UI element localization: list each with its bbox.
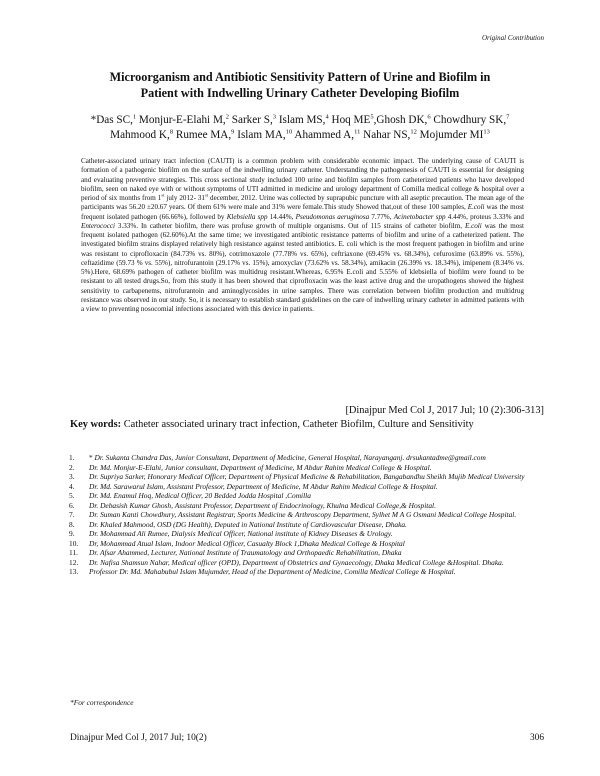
- list-item: [66, 529, 552, 539]
- title-line: Microorganism and Antibiotic Sensitivity Pattern of Urine and Biofilm in: [109, 70, 491, 84]
- author: Islam MS,: [278, 114, 326, 126]
- list-item: [66, 520, 552, 530]
- author: ,Ghosh DK,: [373, 114, 428, 126]
- author-sup: 2: [225, 113, 229, 121]
- author-sup: 9: [231, 127, 235, 135]
- author-sup: 11: [354, 127, 361, 135]
- list-item: [66, 539, 552, 549]
- author-sup: 7: [506, 113, 510, 121]
- list-item: [66, 567, 552, 577]
- abstract: [81, 157, 524, 315]
- abstract-sup: st: [161, 192, 165, 198]
- affil-text: Professor Dr. Md. Mahabubul Islam Mujumder, Head of the Department of Medicine, Comilla Medical College & Hospital.: [89, 567, 456, 576]
- abstract-text: 14.44%,: [267, 212, 296, 221]
- article-title: [70, 70, 530, 101]
- affil-text: Dr. Nafisa Shamsun Nahar, Medical officer (OPD), Department of Obstetrics and Gynaecology, Dhaka Medical College &Hospital. Dhaka.: [89, 557, 504, 567]
- organism-name: Pseudomonas aeruginosa: [295, 212, 370, 221]
- abstract-text: december, 2012. Urine was collected by suprapubic puncture with all aseptic precaution. The mean age of the participants was 56.20 ±20.67 years. Of them 61% were male and 31% were female.This study Showed that,out of these 100 samples,: [81, 194, 525, 212]
- author: Sarker S,: [231, 114, 273, 126]
- author: Mojumder MI: [419, 128, 484, 141]
- abstract-text: july 2012- 31: [164, 194, 205, 203]
- organism-name: Acinetobacter spp: [393, 212, 446, 221]
- list-item: [66, 548, 552, 558]
- affil-text: Dr. Suman Kanti Chowdhury, Assistant Registrar, Sports Medicine & Arthroscopy Department, Sylhet M A G Osmani Medical College Hospital.: [89, 510, 517, 519]
- list-item: [66, 501, 552, 511]
- author-sup: 6: [427, 113, 431, 121]
- affil-text: Dr. Md. Sarawarul Islam, Assistant Professor, Department of Medicine, M Abdur Rahim Medical College & Hospital.: [89, 481, 438, 491]
- author: Hoq ME: [331, 114, 371, 126]
- author-list: [70, 113, 530, 142]
- list-item: [66, 453, 552, 463]
- author-sup: 5: [370, 113, 374, 121]
- keywords: [70, 419, 550, 430]
- affil-text: Dr, Mohammad Atual Islam, Indoor Medical Officer, Casualty Block 1,Dhaka Medical College & Hospital: [89, 538, 405, 548]
- affil-star: *: [89, 453, 95, 462]
- author: Nahar NS,: [363, 128, 411, 141]
- author-sup: 10: [285, 127, 293, 135]
- section-label: Original Contribution: [481, 34, 544, 42]
- abstract-text: was the most frequent isolated pathogen (62.60%).At the same time; we investigated antibiotic resistance patterns of biofilm and urine of a catheterized patient. The investigated biofilm strains displayed relatively high resistance against tested antibiotics. E. coli which is the most frequent pathogen in biofilm and urine was resistant to ciprofloxacin (84.73% vs. 80%), cotrimoxazole (77.78% vs. 65%), ceftriaxone (69.45% vs. 68.34%), cefuroxime (63.89% vs. 55%), ceftazidime (59.73 % vs. 55%), nitrofurantoin (29.17% vs. 15%), amoxyclav (73.62% vs. 58.34%), amikacin (26.39% vs. 18.34%), imipenem (8.34% vs. 5%).Here, 68.69% pathogen of catheter biofilm was multidrug resistant.Whereas, 6.95% E.coli and 5.55% of klebsiella of biofilm were found to be resistant to all tested drugs.So, from this study it has been showed that ciprofloxacin was the least active drug and the uropathogens showed the highest sensitivity to carbapenems, nitrofurantoin and aminoglycosides in urine samples. There was correlation between biofilm production and multidrug resistance was observed in our study. So, it is necessary to establish standard guidelines on the care of indwelling urinary catheter in admitted patients with a view to preventing nosocomial infections associated with this device in patients.: [81, 221, 524, 314]
- author-sup: 1: [132, 113, 137, 121]
- affil-number: 5.: [69, 491, 75, 500]
- abstract-text: was the most frequent isolated pathogen (66.66%), followed by: [81, 203, 524, 221]
- author: Mahmood K,: [110, 128, 170, 141]
- affil-text: Dr. Afsar Ahammed, Lecturer, National Institute of Traumatology and Orthopaedic Rehabilitation, Dhaka: [89, 548, 402, 557]
- title-line: Patient with Indwelling Urinary Catheter Developing Biofilm: [140, 85, 460, 100]
- abstract-text: 7.77%,: [369, 212, 394, 221]
- affil-number: 13.: [69, 567, 79, 576]
- affil-number: 9.: [69, 529, 75, 538]
- affil-text: Dr. Debasish Kumar Ghosh, Assistant Professor, Department of Endocrinology, Khulna Medical College,& Hospital.: [89, 500, 436, 510]
- author: Islam MA,: [237, 128, 286, 141]
- affil-number: 8.: [69, 519, 75, 529]
- list-item: [66, 558, 552, 568]
- keywords-text: Catheter associated urinary tract infection, Catheter Biofilm, Culture and Sensitivity: [121, 419, 474, 430]
- author-sup: 13: [483, 127, 490, 135]
- author: *Das SC,: [90, 114, 133, 126]
- affil-text: Dr. Mohammad Ali Rumee, Dialysis Medical Officer, National institute of Kidney Diseases & Urology.: [89, 529, 393, 538]
- author-sup: 12: [410, 127, 417, 135]
- affil-number: 1.: [69, 453, 75, 462]
- author: Ahammed A,: [294, 128, 355, 141]
- affil-number: 10.: [69, 538, 79, 548]
- abstract-text: 4.44%, proteus 3.33% and: [445, 212, 524, 221]
- affil-text: Dr. Md. Monjur-E-Elahi, Junior consultant, Department of Medicine, M Abdur Rahim Medical College & Hospital.: [89, 462, 432, 472]
- list-item: [66, 482, 552, 492]
- affil-number: 2.: [69, 462, 75, 472]
- list-item: [66, 491, 552, 501]
- abstract-text: Catheter-associated urinary tract infection (CAUTI) is a common problem with considerable economic impact. The underlying cause of CAUTI is formation of a pathogenic biofilm on the surface of the indwelling urinary catheter. Understanding the pathogenesis of CAUTI is essential for designing and evaluating preventive strategies. This cross sectional study included 100 urine and biofilm samples from catheterized patients who have developed biofilm, seen on naked eye with or without symptoms of UTI admitted in medicine and urology department of Comilla medical college & hospital over a period of six months from 1: [81, 157, 524, 203]
- abstract-sup: st: [204, 192, 209, 198]
- footer-journal: Dinajpur Med Col J, 2017 Jul; 10(2): [70, 733, 207, 743]
- affil-text: Dr. Sukanta Chandra Das, Junior Consultant, Department of Medicine, General Hospital, Narayanganj. drsukantadme@gmail.com: [94, 453, 486, 462]
- organism-name: Klebsiella spp: [226, 212, 268, 221]
- author-sup: 8: [169, 127, 174, 135]
- correspondence-note: *For correspondence: [70, 698, 134, 707]
- affil-text: Dr. Supriya Sarker, Honorary Medical Officer, Department of Physical Medicine & Rehabilitation, Bangabandhu Sheikh Mujib Medical University: [89, 472, 525, 481]
- affil-number: 12.: [69, 557, 79, 567]
- affil-number: 3.: [69, 472, 75, 481]
- affil-number: 11.: [69, 548, 78, 557]
- abstract-text: 3.33%. In catheter biofilm, there was profuse growth of multiple organisms. Out of 115 strains of catheter biofilm,: [115, 221, 465, 230]
- list-item: [66, 472, 552, 482]
- author-line-1: [70, 113, 530, 128]
- affil-text: Dr. Md. Enamul Hoq, Medical Officer, 20 Bedded Jodda Hospital ,Comilla: [89, 491, 311, 500]
- affil-text: Dr. Khaled Mahmood, OSD (DG Health), Deputed in National Institute of Cardiovascular Disease, Dhaka.: [89, 519, 407, 529]
- author: Rumee MA,: [175, 128, 232, 141]
- list-item: [66, 510, 552, 520]
- author-sup: 4: [325, 113, 329, 121]
- page-number: 306: [529, 733, 544, 743]
- affil-number: 4.: [69, 481, 75, 491]
- organism-name: E.coli: [467, 203, 485, 212]
- keywords-label: Key words:: [70, 419, 122, 430]
- affil-number: 7.: [69, 510, 75, 519]
- affil-number: 6.: [69, 500, 75, 510]
- organism-name: E.coli: [464, 221, 482, 230]
- affiliation-list: [66, 453, 552, 577]
- list-item: [66, 463, 552, 473]
- author: Monjur-E-Elahi M,: [138, 114, 226, 126]
- organism-name: Enterococci: [81, 221, 116, 230]
- author: Chowdhury SK,: [433, 114, 507, 126]
- citation: [Dinajpur Med Col J, 2017 Jul; 10 (2):306-313]: [345, 405, 544, 416]
- author-line-2: [70, 128, 530, 143]
- author-sup: 3: [272, 113, 277, 121]
